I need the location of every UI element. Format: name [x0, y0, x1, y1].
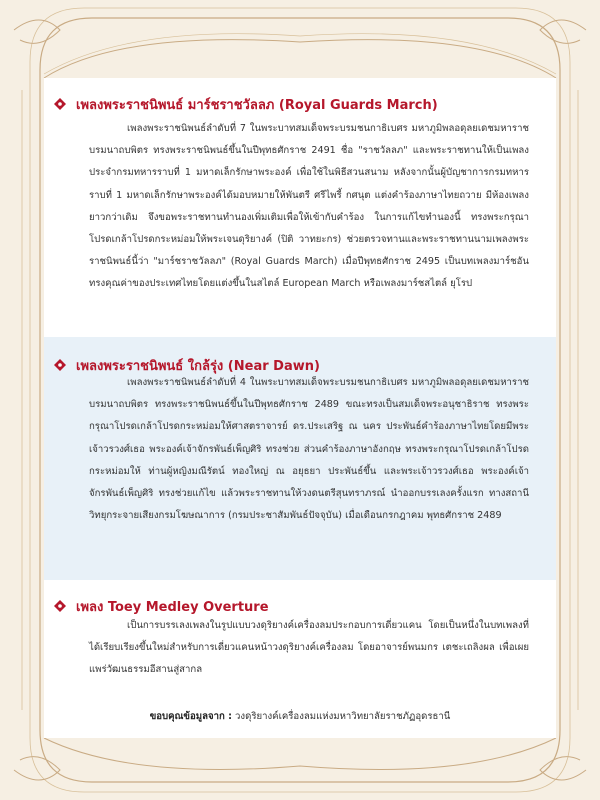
diamond-ornament-icon: [54, 600, 66, 612]
credits: [0, 709, 600, 724]
section-2-body: เพลงพระราชนิพนธ์ลำดับที่ 4 ในพระบาทสมเด็จพระบรมชนกาธิเบศร มหาภูมิพลอดุลยเดชมหาราช บรมนาถบพิตร ทรงพระราชนิพนธ์ขึ้นในปีพุทธศักราช 2489 ขณะทรงเป็นสมเด็จพระอนุชาธิราช ทรงพระกรุณาโปรดเกล้าโปรดกระหม่อมให้ศาสตราจารย์ ดร.ประเสริฐ ณ นคร ประพันธ์คำร้องภาษาไทยโดยมีพระเจ้าวรวงศ์เธอ พระองค์เจ้าจักรพันธ์เพ็ญศิริ ทรงช่วย ส่วนคำร้องภาษาอังกฤษ ทรงพระกรุณาโปรดเกล้าโปรดกระหม่อมให้ ท่านผู้หญิงมณีรัตน์ ทองใหญ่ ณ อยุธยา ประพันธ์ขึ้น และพระเจ้าวรวงศ์เธอ พระองค์เจ้าจักรพันธ์เพ็ญศิริ ทรงช่วยแก้ไข แล้วพระราชทานให้วงดนตรีสุนทราภรณ์ นำออกบรรเลงครั้งแรก ทางสถานีวิทยุกระจายเสียงกรมโฆษณาการ (กรมประชาสัมพันธ์ปัจจุบัน) เมื่อเดือนกรกฎาคม พุทธศักราช 2489: [89, 377, 529, 522]
section-3-body: เป็นการบรรเลงเพลงในรูปแบบวงดุริยางค์เครื่องลมประกอบการเดี่ยวแคน โดยเป็นหนึ่งในบทเพลงที่ได้เรียบเรียงขึ้นใหม่สำหรับการเดี่ยวแคนหน้าวงดุริยางค์เครื่องลม โดยอาจารย์พนมกร เตชะเถลิงผล เพื่อเผยแพร่วัฒนธรรมอีสานสู่สากล: [89, 620, 529, 676]
section-1-body: เพลงพระราชนิพนธ์ลำดับที่ 7 ในพระบาทสมเด็จพระบรมชนกาธิเบศร มหาภูมิพลอดุลยเดชมหาราช บรมนาถบพิตร ทรงพระราชนิพนธ์ขึ้นในปีพุทธศักราช 2491 ชื่อ "ราชวัลลภ" และพระราชทานให้เป็นเพลงประจำกรมทหารราบที่ 1 มหาดเล็กรักษาพระองค์ เพื่อใช้ในพิธีสวนสนาม หลังจากนั้นผู้บัญชาการกรมทหารราบที่ 1 มหาดเล็กรักษาพระองค์ได้มอบหมายให้พันตรี ศรีไพรี้ กศนุต แต่งคำร้องภาษาไทยถวาย มีห้องเพลงยาวกว่าเดิม จึงขอพระราชทานทำนองเพิ่มเติมเพื่อให้เข้ากับคำร้อง ในการแก้ไขทำนองนี้ ทรงพระกรุณาโปรดเกล้าโปรดกระหม่อมให้พระเจนดุริยางค์ (ปิติ วาทยะกร) ช่วยตรวจทานและพระราชทานนามเพลงพระราชนิพนธ์นี้ว่า "มาร์ชราชวัลลภ" (Royal Guards March) เมื่อปีพุทธศักราช 2495 เป็นบทเพลงมาร์ชอันทรงคุณค่าของประเทศไทยโดยแต่งขึ้นในสไตล์ European March หรือเพลงมาร์ชสไตล์ ยุโรป: [89, 123, 529, 290]
section-2-title-text: เพลงพระราชนิพนธ์ ใกล้รุ่ง (Near Dawn): [76, 359, 320, 374]
credits-source: วงดุริยางค์เครื่องลมแห่งมหาวิทยาลัยราชภัฏอุดรธานี: [235, 711, 451, 722]
section-3-title-text: เพลง Toey Medley Overture: [76, 600, 269, 615]
section-3-title: [54, 596, 269, 617]
section-1-title-text: เพลงพระราชนิพนธ์ มาร์ชราชวัลลภ (Royal Guards March): [76, 98, 438, 113]
credits-label: ขอบคุณข้อมูลจาก :: [149, 711, 232, 722]
diamond-ornament-icon: [54, 98, 66, 110]
diamond-ornament-icon: [54, 359, 66, 371]
section-1-title: [54, 94, 438, 115]
